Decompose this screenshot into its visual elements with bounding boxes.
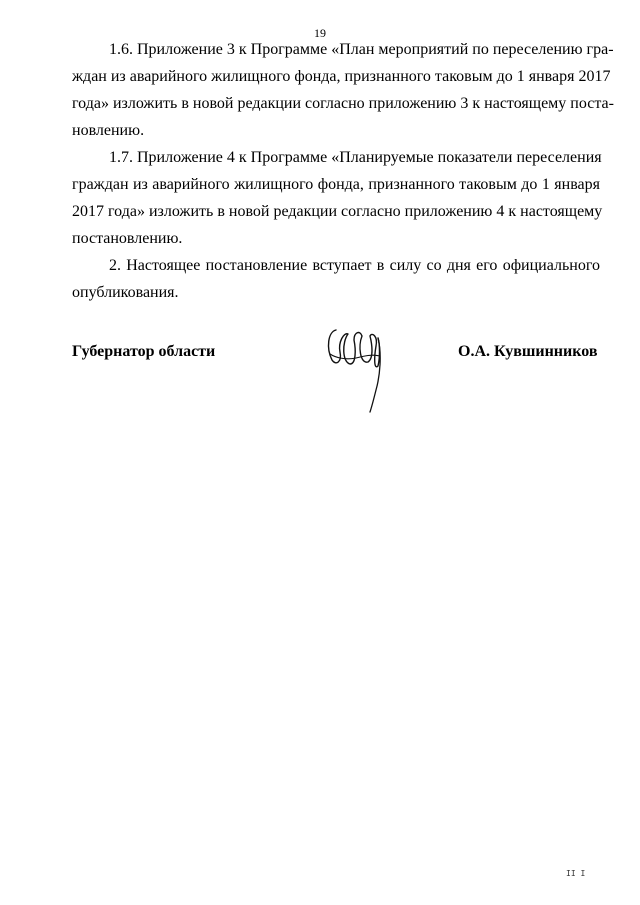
- paragraph-line: года» изложить в новой редакции согласно приложению 3 к настоящему поста-: [72, 95, 614, 112]
- paragraph-line: постановлению.: [72, 230, 183, 247]
- handwritten-signature: [322, 318, 384, 416]
- paragraph-line: 2. Настоящее постановление вступает в силу со дня его официального: [109, 257, 600, 274]
- paragraph-line: граждан из аварийного жилищного фонда, признанного таковым до 1 января: [72, 176, 600, 193]
- signer-name: О.А. Кувшинников: [458, 343, 598, 360]
- page-number: 19: [314, 26, 326, 40]
- footer-mark: ІІ І: [566, 869, 586, 878]
- paragraph-line: 1.6. Приложение 3 к Программе «План мероприятий по переселению гра-: [109, 41, 614, 58]
- paragraph-line: опубликования.: [72, 284, 179, 301]
- paragraph-line: 1.7. Приложение 4 к Программе «Планируемые показатели переселения: [109, 149, 602, 166]
- paragraph-line: ждан из аварийного жилищного фонда, признанного таковым до 1 января 2017: [72, 68, 611, 85]
- signer-title: Губернатор области: [72, 343, 216, 360]
- paragraph-line: новлению.: [72, 122, 145, 139]
- paragraph-line: 2017 года» изложить в новой редакции согласно приложению 4 к настоящему: [72, 203, 603, 220]
